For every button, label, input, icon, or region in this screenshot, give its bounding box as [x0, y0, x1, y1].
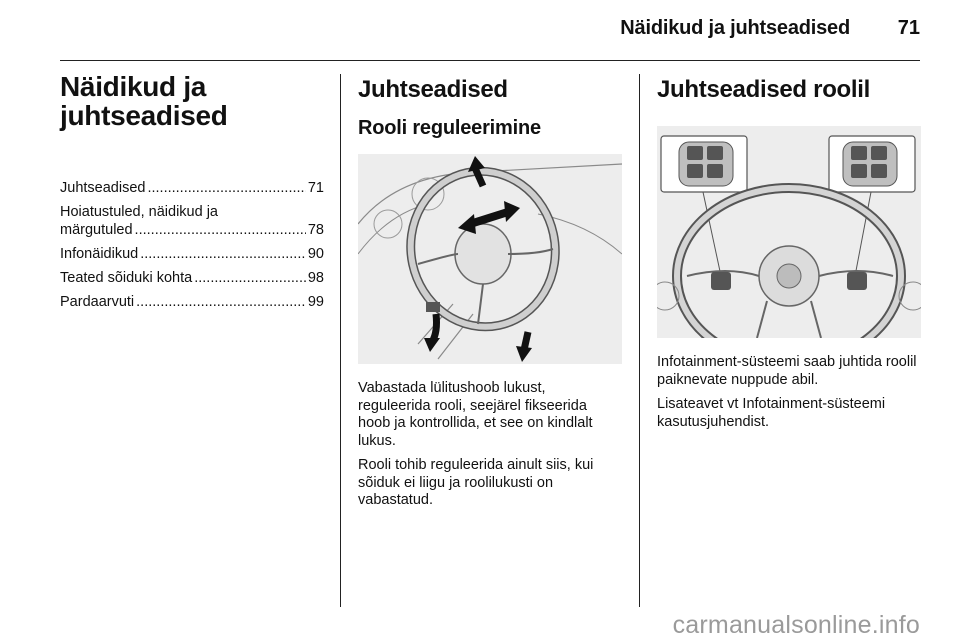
section-subtitle: Rooli reguleerimine [358, 117, 541, 139]
section-column [358, 72, 622, 517]
steering-adjust-illustration [358, 154, 622, 364]
header-title: Näidikud ja juhtseadised [620, 17, 850, 39]
section-title: Juhtseadised [358, 76, 508, 103]
section2-title: Juhtseadised roolil [657, 76, 871, 103]
chapter-column [60, 72, 324, 317]
toc-leader-dots [147, 179, 305, 197]
toc-entry-text: Teated sõiduki kohta [60, 270, 193, 286]
toc-entry-page: 78 [307, 222, 324, 238]
toc-entry-text-line1: Hoiatustuled, näidikud ja [60, 204, 218, 220]
toc-entry[interactable] [60, 293, 324, 311]
section-paragraph: Rooli tohib reguleerida ainult siis, kui sõiduk ei liigu ja roolilukusti on vabastatud. [358, 457, 594, 508]
toc-entry-page: 71 [307, 180, 324, 196]
header-rule [60, 60, 920, 61]
chapter-title-line1: Näidikud ja [60, 71, 207, 102]
chapter-title-line2: juhtseadised [60, 100, 228, 131]
steering-controls-illustration [657, 126, 921, 338]
toc-entry[interactable] [60, 179, 324, 197]
page-number: 71 [897, 17, 920, 39]
column-divider-1 [340, 74, 341, 607]
watermark: carmanualsonline.info [672, 611, 920, 639]
toc-entry-text: märgutuled [60, 222, 133, 238]
section2-paragraph: Infotainment-süsteemi saab juhtida roolil paiknevate nuppude abil. [657, 354, 917, 388]
toc-entry-text: Infonäidikud [60, 246, 139, 262]
toc-entry[interactable] [60, 269, 324, 287]
table-of-contents [60, 179, 324, 311]
chapter-title [60, 72, 324, 130]
toc-leader-dots [135, 221, 306, 239]
toc-leader-dots [194, 269, 306, 287]
toc-entry-text: Juhtseadised [60, 180, 146, 196]
toc-leader-dots [140, 245, 306, 263]
toc-entry-page: 99 [307, 294, 324, 310]
toc-entry-text: Pardaarvuti [60, 294, 135, 310]
column-divider-2 [639, 74, 640, 607]
section2-column [657, 72, 921, 438]
section-paragraph: Vabastada lülitushoob lukust, reguleerida rooli, seejärel fikseerida hoob ja kontrollida, et see on kindlalt lukus. [358, 380, 593, 449]
toc-entry-page: 90 [307, 246, 324, 262]
toc-entry-page: 98 [307, 270, 324, 286]
toc-entry[interactable] [60, 245, 324, 263]
section2-paragraph: Lisateavet vt Infotainment-süsteemi kasutusjuhendist. [657, 396, 886, 430]
toc-leader-dots [136, 293, 306, 311]
toc-entry[interactable] [60, 203, 324, 239]
